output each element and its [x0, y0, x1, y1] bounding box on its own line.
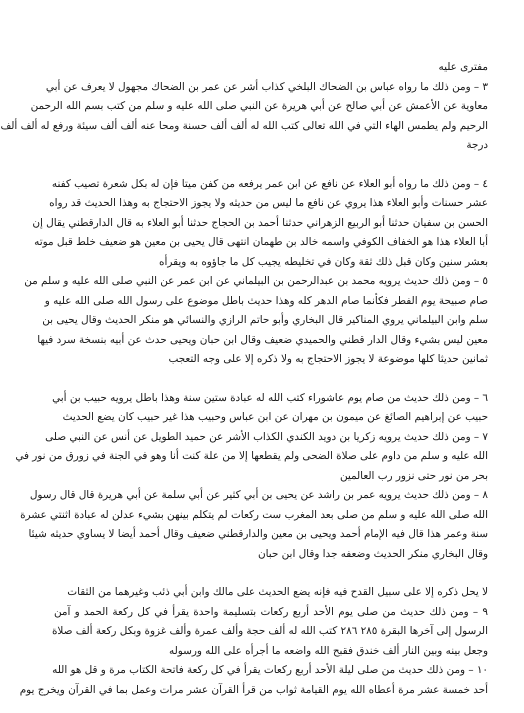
text-line: ٩ – ومن ذلك حديث من صلى يوم الأحد أربع ركعات بتسليمة واحدة يقرأ في كل ركعة الحمد و آمن	[54, 605, 488, 618]
paragraph-3	[0, 58, 488, 156]
text-line: معاوية عن الأعمش عن أبي صالح عن أبي هريرة عن النبي صلى الله عليه و سلم من كتب بسم الله الرحمن	[30, 100, 488, 112]
text-line: وجعل بينه وبين النار ألف خندق فقبح الله واضعه ما أجرأه على الله ورسوله	[169, 644, 488, 657]
paragraph-4	[32, 175, 488, 273]
text-line: معين ليس بشيء وقال الدار قطني والحميدي ضعيف وقال ابن حبان ويحيى حدث عن أبيه بنسخة سرد فيها	[37, 333, 488, 346]
text-line: ثمانين حديثا كلها موضوعة لا يجوز الاحتجاج به ولا ذكره إلا على وجه التعجب	[168, 353, 488, 365]
text-line: أحد خمسة عشر مرة أعطاه الله يوم القيامة ثواب من قرأ القرآن عشر مرات وعمل بما في القرآن ويخرج يوم	[19, 683, 488, 696]
text-line: بحر من نور حتى نزور رب العالمين	[339, 469, 488, 482]
text-line: الحسن بن سفيان حدثنا أبو الربيع الزهراني حدثنا أحمد بن الحجاج حدثنا أبو العلاء به قال الدارقطني يقال إن	[32, 216, 488, 229]
text-line: ٦ – ومن ذلك حديث من صام يوم عاشوراء كتب الله له عبادة ستين سنة وهذا باطل يرويه حبيب بن أبي	[52, 391, 488, 404]
text-line: حبيب عن إبراهيم الصائغ عن ميمون بن مهران عن ابن عباس وحبيب هذا غير حبيب كان يضع الحديث	[62, 411, 488, 423]
text-line: ٤ – ومن ذلك ما رواه أبو العلاء عن نافع عن ابن عمر يرفعه من كفن ميتا فإن له بكل شعرة تصيب كفنه	[51, 177, 488, 190]
text-line: أبا العلاء هذا هو الخفاف الكوفي واسمه خالد بن طهمان انتهى قال يحيى بن معين هو ضعيف خلط قبل موته	[34, 236, 488, 248]
text-line: ٣ – ومن ذلك ما رواه عباس بن الضحاك البلخي كذاب أشر عن عمر بن الضحاك مجهول لا يعرف عن أبي	[45, 80, 488, 93]
text-line: الرحيم ولم يطمس الهاء التي في الله تعالى كتب الله له ألف ألف حسنة ومحا عنه ألف ألف سيئة ورفع له ألف ألف	[0, 119, 488, 132]
text-line: مفترى عليه	[438, 61, 488, 73]
paragraph-9-10	[19, 583, 488, 700]
text-line: سلم وابن البيلماني يروي المناكير قال البخاري وأبو حاتم الرازي والنسائي هو منكر الحديث وقال يحيى بن	[42, 314, 488, 326]
text-line: عشر حسنات وأبو العلاء هذا يروي عن نافع ما ليس من حديثه ولا يجوز الاحتجاج به وهذا الحديث قد رواه	[49, 197, 488, 209]
text-line: ٨ – ومن ذلك حديث يرويه عمر بن راشد عن يحيى بن أبي كثير عن أبي سلمة عن أبي هريرة قال قال رسول	[29, 489, 488, 501]
text-line: لا يحل ذكره إلا على سبيل القدح فيه فإنه يضع الحديث على مالك وابن أبي ذئب وغيرهما من الثقات	[67, 586, 488, 598]
text-line: بعشر سنين وكان قبل ذلك ثقة وكان في تخليطه يجيب كل ما جاؤوه به ويقرأه	[159, 255, 488, 268]
text-line: ٥ – ومن ذلك حديث يرويه محمد بن عبدالرحمن بن البيلماني عن ابن عمر عن النبي صلى الله عليه و سلم من	[24, 275, 488, 287]
document-page	[0, 58, 488, 696]
text-line: الرسول إلى آخرها البقرة ٢٨٥ ٢٨٦ كتب الله له ألف حجة وألف عمرة وألف غزوة وبكل ركعة ألف صلاة	[51, 625, 488, 637]
text-line: درجة	[466, 139, 488, 151]
text-line: ٧ – ومن ذلك حديث يرويه زكريا بن دويد الكندي الكذاب الأشر عن حميد الطويل عن أنس عن النبي صلى	[45, 430, 488, 443]
text-line: الله عليه و سلم من داوم على صلاة الضحى ولم يقطعها إلا من علة كنت أنا وهو في الجنة في زورق من نور في	[15, 450, 488, 462]
text-line: صام صبيحة يوم الفطر فكأنما صام الدهر كله وهذا حديث باطل موضوع على رسول الله صلى الله عليه و	[44, 294, 488, 307]
text-line: وقال البخاري منكر الحديث وضعفه جدا وقال ابن حبان	[257, 547, 488, 560]
paragraph-5	[24, 272, 488, 370]
text-line: سنة وعمر هذا قال فيه الإمام أحمد ويحيى بن معين والدارقطني ضعيف وقال أحمد أيضا لا يساوي حديثه شيئا	[28, 528, 488, 540]
paragraph-6-8	[15, 389, 488, 565]
text-line: الله صلى الله عليه و سلم من صلى بعد المغرب ست ركعات لم يتكلم بينهن بشيء عدلن له عبادة اثنتي عشرة	[20, 508, 488, 521]
text-line: ١٠ – ومن ذلك حديث من صلى ليلة الأحد أربع ركعات يقرأ في كل ركعة فاتحة الكتاب مرة و قل هو الله	[52, 664, 488, 676]
